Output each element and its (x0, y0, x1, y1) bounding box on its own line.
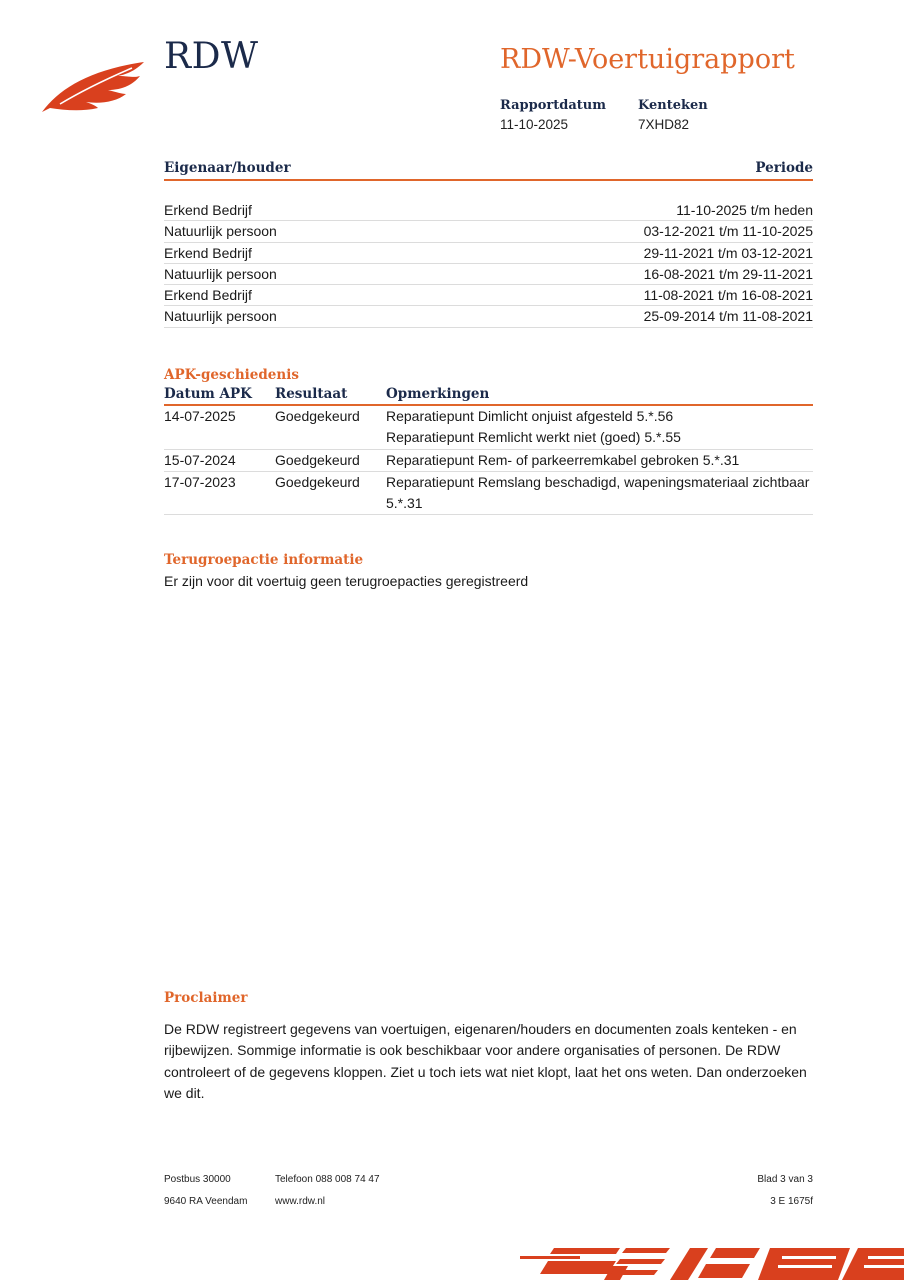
owner-type: Erkend Bedrijf (164, 244, 252, 261)
owner-period: 11-10-2025 t/m heden (676, 202, 813, 218)
apk-remarks (386, 405, 813, 449)
apk-result: Goedgekeurd (275, 471, 386, 515)
apk-table-header (164, 386, 813, 405)
footer-page-number: Blad 3 van 3 (757, 1174, 813, 1185)
owner-type: Natuurlijk persoon (164, 308, 277, 325)
owner-period: 11-08-2021 t/m 16-08-2021 (643, 287, 813, 304)
owner-table-header (164, 160, 813, 181)
owner-row (164, 285, 813, 306)
apk-remark: Reparatiepunt Remslang beschadigd, wapeningsmateriaal zichtbaar 5.*.31 (386, 473, 810, 512)
proclaimer-title: Proclaimer (164, 990, 248, 1006)
owner-type: Erkend Bedrijf (164, 202, 252, 218)
owner-period: 16-08-2021 t/m 29-11-2021 (643, 265, 813, 282)
owner-row (164, 264, 813, 285)
apk-result: Goedgekeurd (275, 449, 386, 471)
footer-website: www.rdw.nl (275, 1196, 326, 1207)
recall-text: Er zijn voor dit voertuig geen terugroepacties geregistreerd (164, 573, 529, 589)
apk-row (164, 471, 813, 515)
apk-result: Goedgekeurd (275, 405, 386, 449)
report-date-label: Rapportdatum (500, 98, 606, 113)
brand-name: RDW (164, 36, 259, 77)
recall-section (164, 552, 813, 589)
owner-column-header: Eigenaar/houder (164, 160, 291, 176)
owner-row (164, 221, 813, 242)
apk-history-table (164, 386, 813, 515)
apk-row (164, 405, 813, 449)
owner-row (164, 200, 813, 221)
footer-phone: Telefoon 088 008 74 47 (275, 1174, 380, 1185)
owner-type: Natuurlijk persoon (164, 265, 277, 282)
footer-document-code: 3 E 1675f (770, 1196, 813, 1207)
owner-type: Erkend Bedrijf (164, 287, 252, 304)
apk-date-column-header: Datum APK (164, 386, 275, 405)
owner-row (164, 306, 813, 327)
apk-date: 15-07-2024 (164, 449, 275, 471)
apk-row (164, 449, 813, 471)
license-plate-block (638, 98, 708, 132)
apk-history-section (164, 367, 813, 515)
rdw-stripes-decoration-icon (520, 1244, 904, 1280)
apk-date: 17-07-2023 (164, 471, 275, 515)
proclaimer-section (164, 990, 813, 1104)
footer-address: 9640 RA Veendam (164, 1196, 248, 1207)
owner-period: 03-12-2021 t/m 11-10-2025 (643, 223, 813, 240)
license-plate-label: Kenteken (638, 98, 708, 113)
report-date-block (500, 98, 606, 132)
apk-remarks-column-header: Opmerkingen (386, 386, 813, 405)
apk-section-title: APK-geschiedenis (164, 367, 299, 383)
apk-date: 14-07-2025 (164, 405, 275, 449)
owner-period: 25-09-2014 t/m 11-08-2021 (643, 308, 813, 325)
footer-postbus: Postbus 30000 (164, 1174, 231, 1185)
apk-remark: Reparatiepunt Dimlicht onjuist afgesteld 5.*.56 (386, 408, 674, 424)
apk-remark: Reparatiepunt Remlicht werkt niet (goed) 5.*.55 (386, 429, 681, 446)
owner-period: 29-11-2021 t/m 03-12-2021 (643, 244, 813, 261)
owner-row (164, 243, 813, 264)
apk-remarks (386, 471, 813, 515)
proclaimer-text: De RDW registreert gegevens van voertuigen, eigenaren/houders en documenten zoals kenteken - en rijbewijzen. Sommige informatie is ook beschikbaar voor andere organisaties of personen. De RDW controleert of de gegevens kloppen. Ziet u toch iets wat niet klopt, laat het ons weten. Dan onderzoeken we dit. (164, 1021, 807, 1101)
recall-section-title: Terugroepactie informatie (164, 552, 364, 568)
apk-remark: Reparatiepunt Rem- of parkeerremkabel gebroken 5.*.31 (386, 451, 740, 468)
license-plate-value: 7XHD82 (638, 117, 690, 132)
report-title: RDW-Voertuigrapport (500, 44, 795, 75)
rdw-feather-logo-icon (40, 58, 150, 114)
period-column-header: Periode (755, 160, 813, 176)
owner-history-table (164, 160, 813, 328)
apk-result-column-header: Resultaat (275, 386, 386, 405)
report-date-value: 11-10-2025 (500, 117, 569, 132)
owner-type: Natuurlijk persoon (164, 223, 277, 240)
apk-remarks (386, 449, 813, 471)
